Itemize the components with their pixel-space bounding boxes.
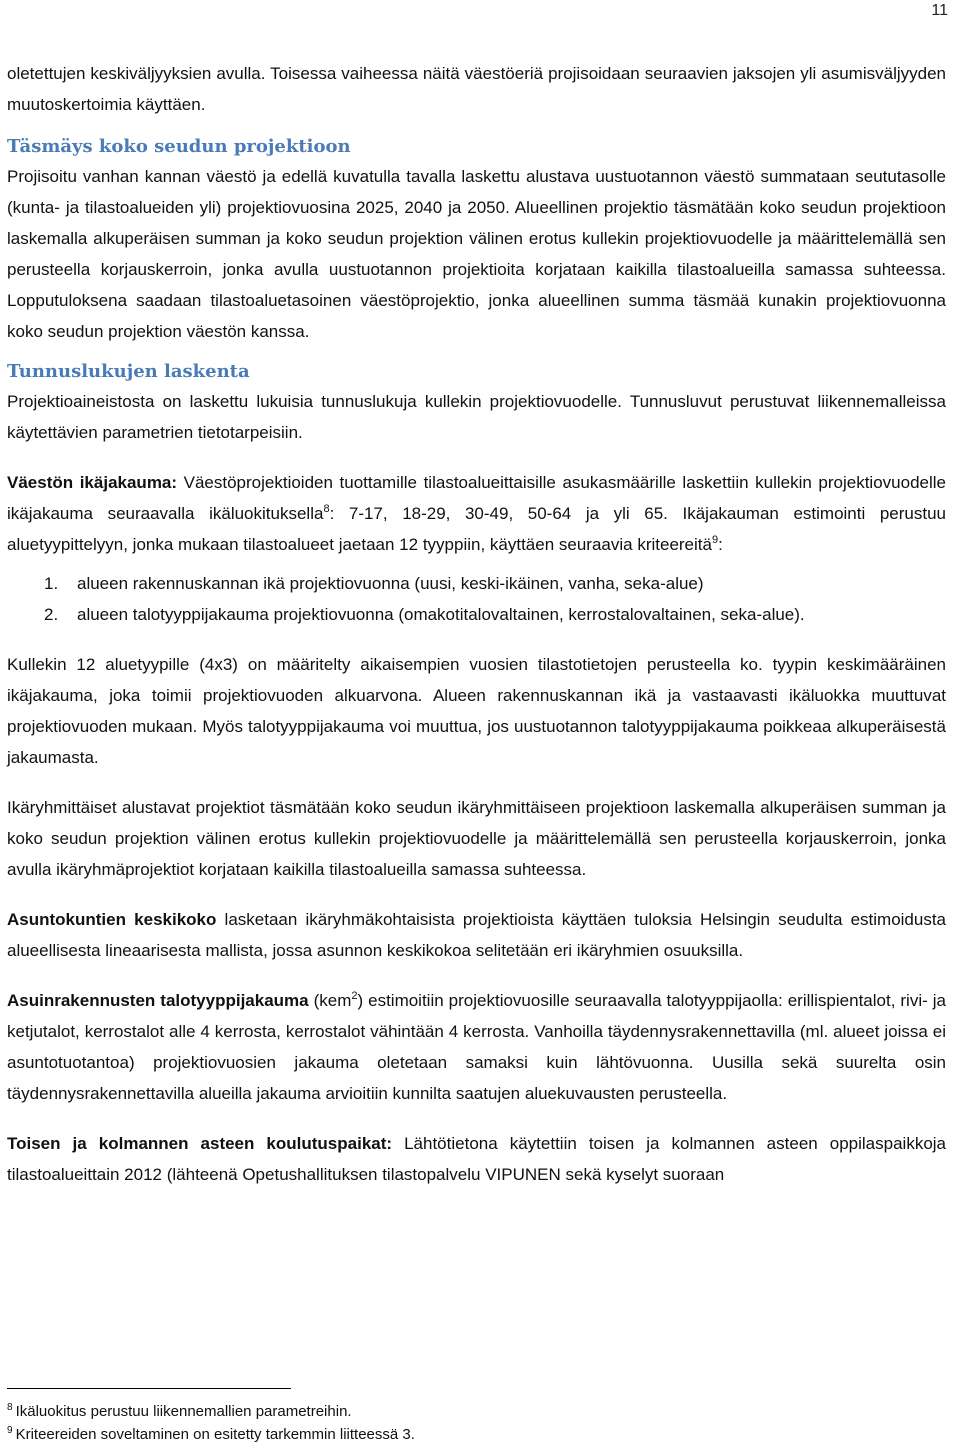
paragraph-intro: oletettujen keskiväljyyksien avulla. Toisessa vaiheessa näitä väestöeriä projisoidaan seuraavien jaksojen yli asumisväljyyden muutoskertoimia käyttäen.	[7, 64, 946, 114]
list-item	[7, 568, 946, 599]
heading-tunnusluvut: Tunnuslukujen laskenta	[7, 361, 250, 382]
footnote-ref-9: 9	[711, 534, 719, 546]
footnote-9	[7, 1425, 415, 1445]
list-item-text: alueen talotyyppijakauma projektiovuonna (omakotitalovaltainen, kerrostalovaltainen, seka-alue).	[77, 605, 805, 624]
criteria-list	[7, 568, 946, 630]
footnote-ref-8: 8	[323, 503, 330, 515]
superscript-2: 2	[351, 990, 358, 1002]
keskikoko-text: lasketaan ikäryhmäkohtaisista projektioista käyttäen tuloksia Helsingin seudulta estimoidusta alueellisesta lineaarisesta mallista, jossa asunnon keskikokoa selitetään eri ikäryhmien osuuksilla.	[7, 910, 947, 960]
paragraph-tunnusluvut: Projektioaineistosta on laskettu lukuisia tunnuslukuja kullekin projektiovuodelle. Tunnusluvut perustuvat liikennemalleissa käytettävien parametrien tietotarpeisiin.	[7, 392, 946, 442]
footnote-number: 9	[7, 1425, 13, 1436]
footnote-8	[7, 1402, 352, 1422]
ikajakauma-text-a: Väestöprojektioiden tuottamille tilastoalueittaisille asukasmäärille laskettiin kullekin projektiovuodelle ikäjakauma seuraavalla ikäluokituksella	[7, 473, 946, 523]
term-talotyyppi: Asuinrakennusten talotyyppijakauma	[7, 991, 309, 1010]
footnote-text: Ikäluokitus perustuu liikennemallien parametreihin.	[15, 1403, 352, 1420]
paragraph-keskikoko	[7, 904, 946, 966]
heading-tasmays: Täsmäys koko seudun projektioon	[7, 136, 351, 157]
term-ikajakauma: Väestön ikäjakauma:	[7, 473, 178, 492]
list-item-number: 2.	[44, 605, 59, 624]
paragraph-tasmays: Projisoitu vanhan kannan väestö ja edellä kuvatulla tavalla laskettu alustava uustuotannon väestö summataan seututasolle (kunta- ja tilastoalueiden yli) projektiovuosina 2025, 2040 ja 2050. Alueellinen projektio täsmätään koko seudun projektioon laskemalla alkuperäisen summan ja koko seudun projektion välinen erotus kullekin projektiovuodelle ja määrittelemällä sen perusteella korjauskerroin, jonka avulla uustuotannon projektioita korjataan kaikilla tilastoalueilla samassa suhteessa. Lopputuloksena saadaan tilastoaluetasoinen väestöprojektio, jonka alueellinen summa täsmää kunakin projektiovuonna koko seudun projektion väestön kanssa.	[7, 167, 946, 341]
term-koulutuspaikat: Toisen ja kolmannen asteen koulutuspaikat:	[7, 1134, 393, 1153]
page-content	[7, 58, 946, 1190]
talotyyppi-text-b: ) estimoitiin projektiovuosille seuraavalla talotyyppijaolla: erillispientalot, rivi- ja ketjutalot, kerrostalot alle 4 kerrosta, kerrostalot vähintään 4 kerrosta. Vanhoilla täydennysrakennettavilla (ml. alueet joissa ei asuntotuotantoa) projektiovuosien jakauma oletetaan samaksi kuin lähtövuonna. Uusilla sekä suurelta osin täydennysrakennettavilla alueilla jakauma arvioitiin kunnilta saatujen aluekuvausten perusteella.	[7, 991, 946, 1103]
term-keskikoko: Asuntokuntien keskikoko	[7, 910, 217, 929]
ikajakauma-text-b: : 7-17, 18-29, 30-49, 50-64 ja yli 65. Ikäjakauman estimointi perustuu aluetyypittelyyn, jonka mukaan tilastoalueet jaetaan 12 tyyppiin, käyttäen seuraavia kriteereitä	[7, 504, 946, 554]
paragraph-ikajakauma	[7, 467, 946, 560]
footnote-divider	[7, 1388, 291, 1389]
paragraph-talotyyppi	[7, 985, 946, 1109]
paragraph-koulutuspaikat	[7, 1128, 946, 1190]
paragraph-aluetyypit: Kullekin 12 aluetyypille (4x3) on määritelty aikaisempien vuosien tilastotietojen perusteella ko. tyypin keskimääräinen ikäjakauma, joka toimii projektiovuoden alkuarvona. Alueen rakennuskannan ikä ja vastaavasti ikäluokka muuttuvat projektiovuoden mukaan. Myös talotyyppijakauma voi muuttua, jos uustuotannon talotyyppijakauma poikkeaa alkuperäisestä jakaumasta.	[7, 655, 946, 767]
ikajakauma-text-c: :	[718, 535, 723, 554]
paragraph-ikaryhmat: Ikäryhmittäiset alustavat projektiot täsmätään koko seudun ikäryhmittäiseen projektioon laskemalla alkuperäisen summan ja koko seudun projektion välinen erotus kullekin projektiovuodelle ja määrittelemällä sen perusteella korjauskerroin, jonka avulla ikäryhmäprojektiot korjataan kaikilla tilastoalueilla samassa suhteessa.	[7, 798, 946, 879]
list-item-number: 1.	[44, 574, 59, 593]
talotyyppi-text-a: (kem	[308, 991, 352, 1010]
footnote-number: 8	[7, 1402, 13, 1413]
page-number: 11	[931, 2, 948, 19]
koulutuspaikat-text: Lähtötietona käytettiin toisen ja kolmannen asteen oppilaspaikkoja tilastoalueittain 2012 (lähteenä Opetushallituksen tilastopalvelu VIPUNEN sekä kyselyt suoraan	[7, 1134, 946, 1184]
list-item-text: alueen rakennuskannan ikä projektiovuonna (uusi, keski-ikäinen, vanha, seka-alue)	[77, 574, 704, 593]
list-item	[7, 599, 946, 630]
footnote-text: Kriteereiden soveltaminen on esitetty tarkemmin liitteessä 3.	[15, 1426, 415, 1443]
